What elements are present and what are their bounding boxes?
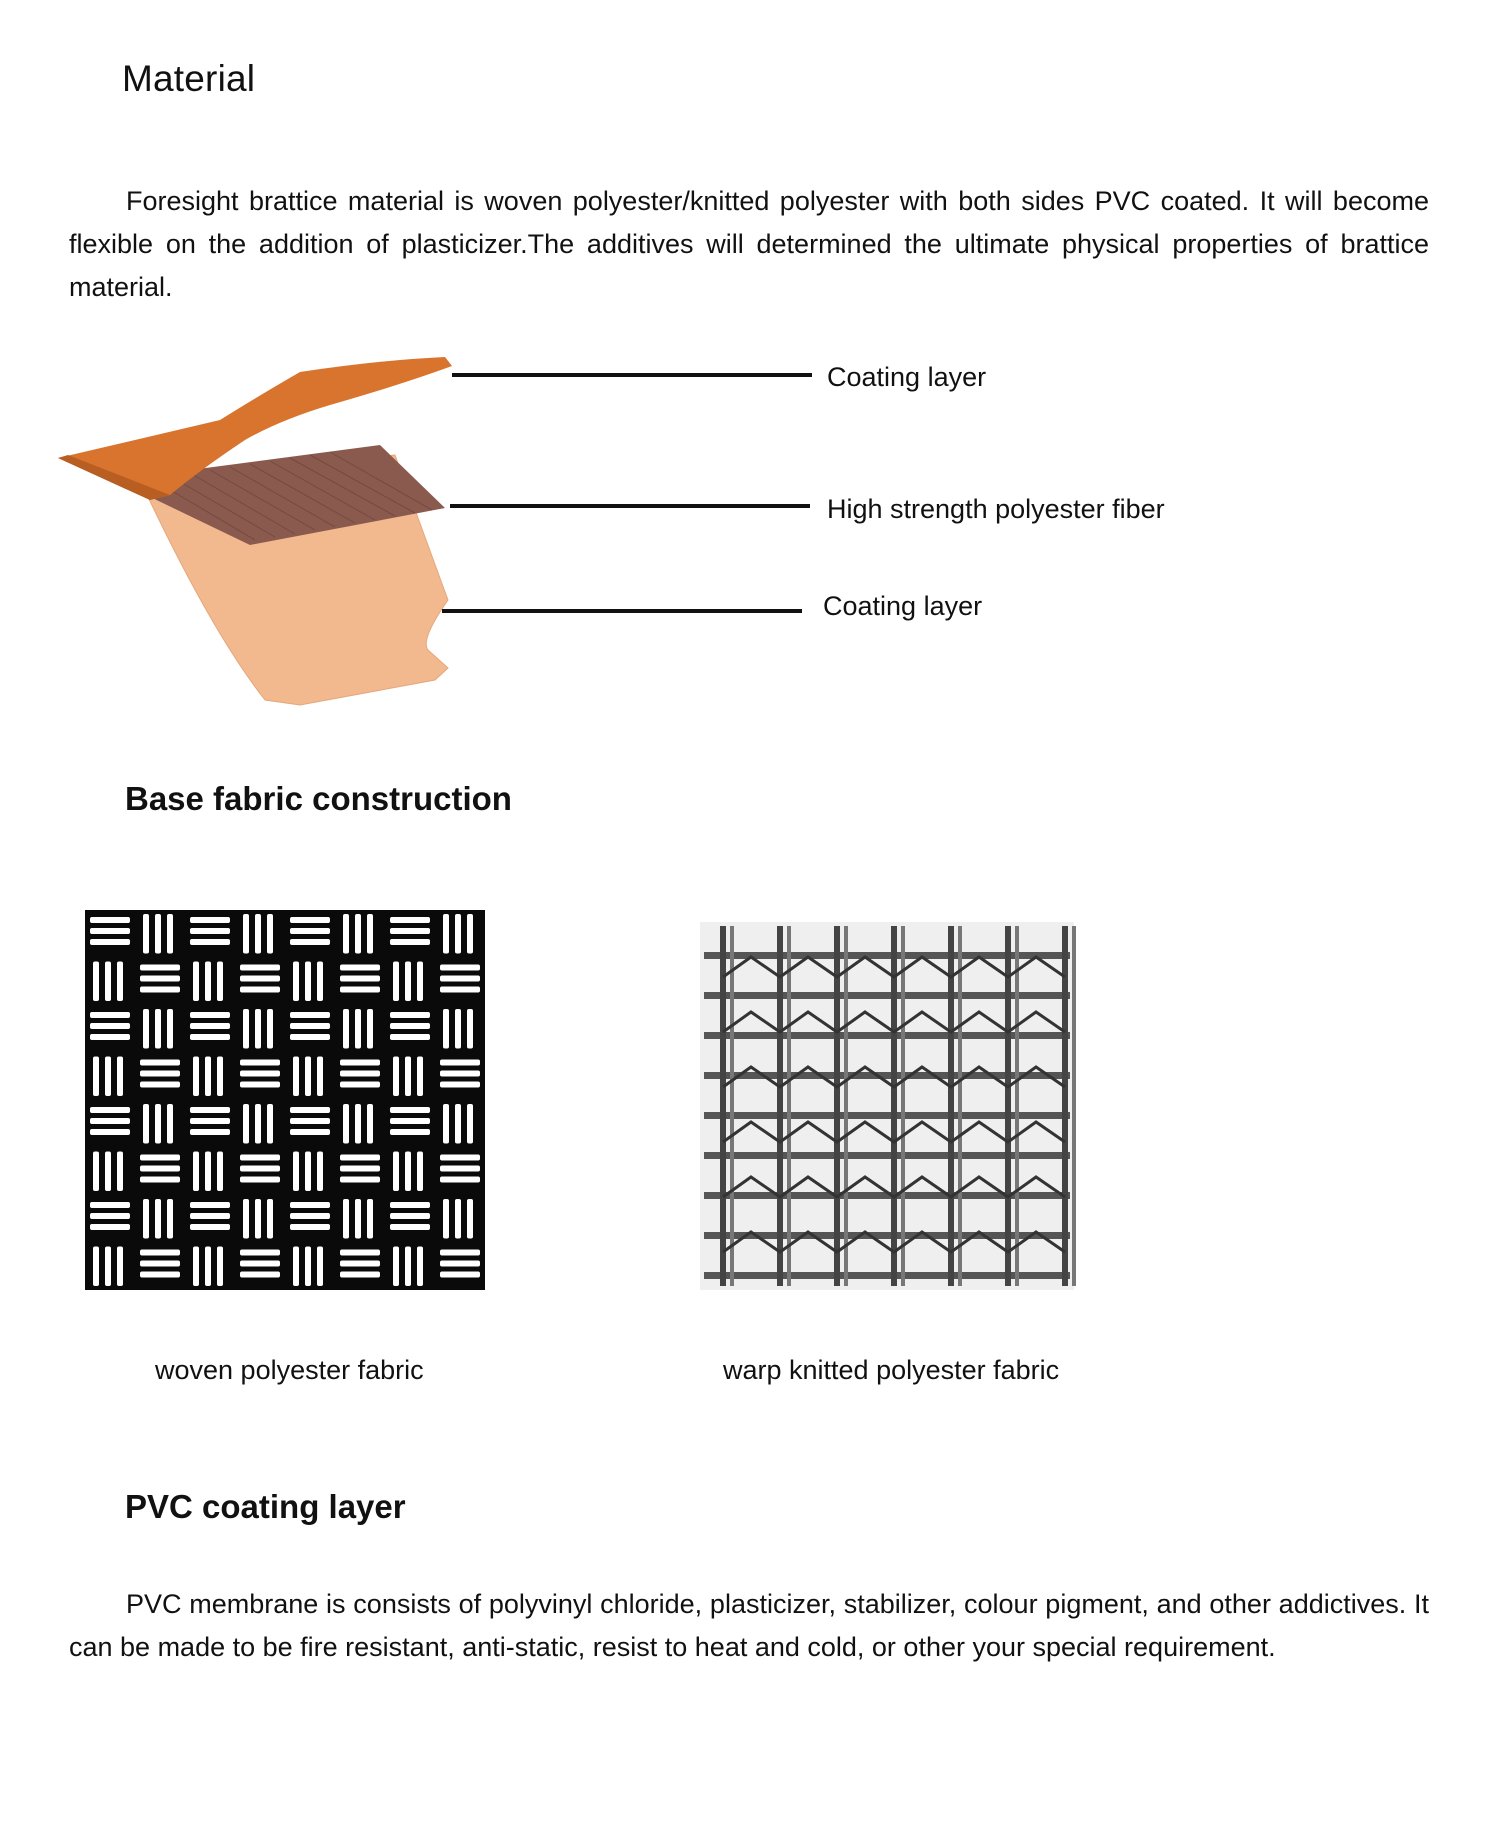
caption-woven: woven polyester fabric [155, 1355, 424, 1385]
label-coating-layer-bottom: Coating layer [823, 591, 983, 621]
pvc-paragraph: PVC membrane is consists of polyvinyl chloride, plasticizer, stabilizer, colour pigment, and other addictives. It can be made to be fire resistant, anti-static, resist to heat and cold, or other your special requirement. [69, 1589, 1429, 1662]
caption-warp-knitted: warp knitted polyester fabric [723, 1355, 1060, 1385]
section-title-pvc: PVC coating layer [125, 1488, 406, 1525]
woven-fabric-image [85, 910, 485, 1290]
section-title-material: Material [122, 58, 256, 99]
warp-knitted-fabric-image [700, 922, 1076, 1290]
label-polyester-fiber: High strength polyester fiber [827, 494, 1165, 524]
material-paragraph: Foresight brattice material is woven polyester/knitted polyester with both sides PVC coated. It will become flexible on the addition of plasticizer.The additives will determined the ultimate physical properties of brattice material. [69, 186, 1429, 302]
section-title-base-fabric: Base fabric construction [125, 780, 512, 817]
label-coating-layer-top: Coating layer [827, 362, 987, 392]
